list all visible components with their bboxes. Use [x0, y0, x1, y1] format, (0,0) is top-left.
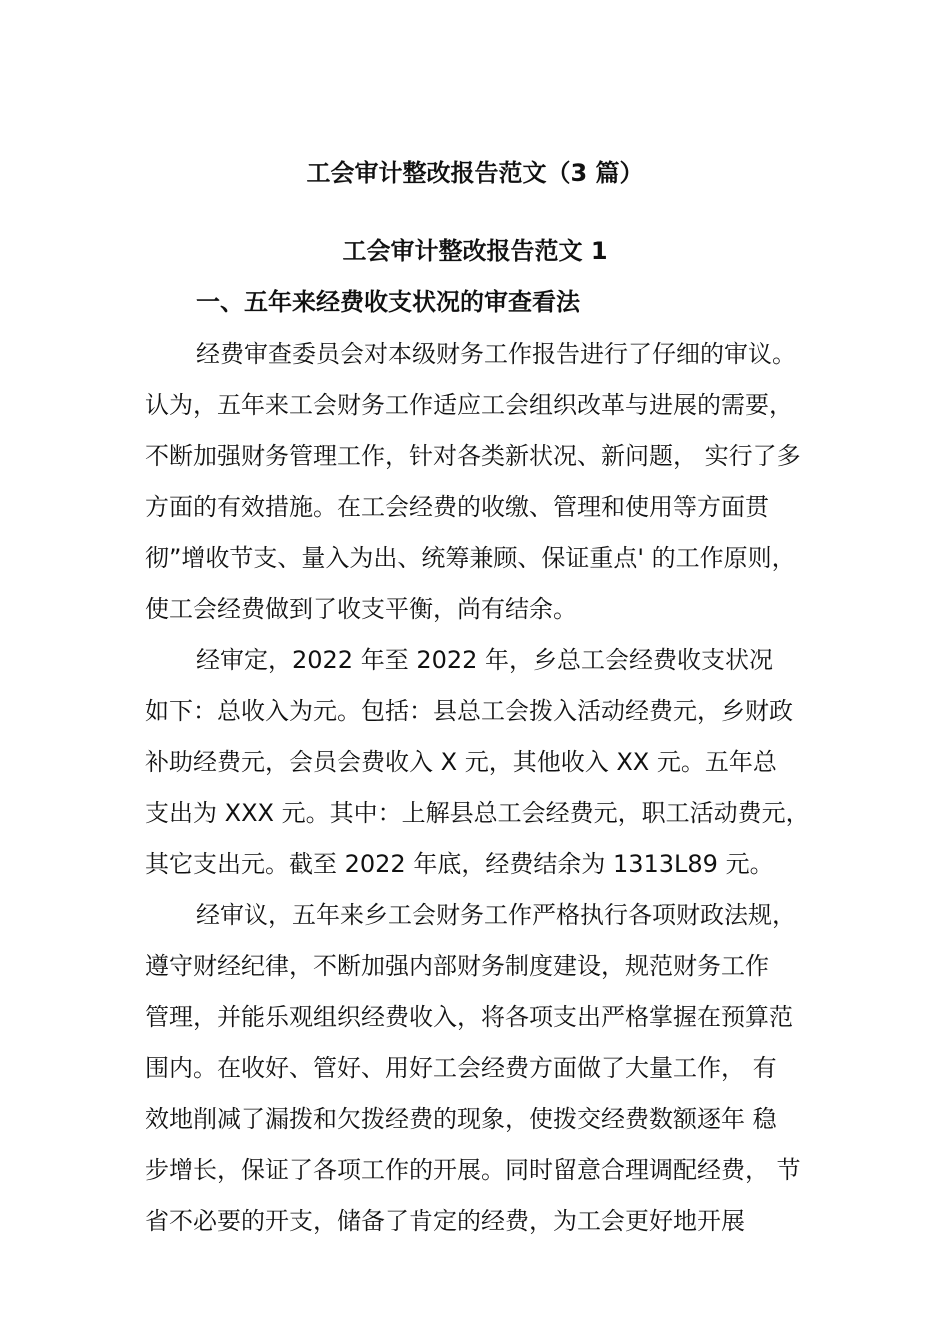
paragraph-line: 认为，五年来工会财务工作适应工会组织改革与进展的需要， [145, 391, 793, 419]
paragraph-line: 遵守财经纪律，不断加强内部财务制度建设，规范财务工作 [145, 952, 769, 980]
paragraph-line: 省不必要的开支，储备了肯定的经费，为工会更好地开展 [145, 1207, 745, 1235]
paragraph-line: 如下：总收入为元。包括：县总工会拨入活动经费元，乡财政 [145, 697, 793, 725]
paragraph-line: 使工会经费做到了收支平衡，尚有结余。 [145, 595, 577, 623]
paragraph-line: 围内。在收好、管好、用好工会经费方面做了大量工作， 有 [145, 1054, 777, 1082]
document-subtitle: 工会审计整改报告范文 1 [342, 237, 608, 265]
paragraph-line: 步增长，保证了各项工作的开展。同时留意合理调配经费， 节 [145, 1156, 801, 1184]
paragraph-line: 不断加强财务管理工作，针对各类新状况、新问题， 实行了多 [145, 442, 801, 470]
paragraph-line: 补助经费元，会员会费收入 X 元，其他收入 XX 元。五年总 [145, 748, 777, 776]
paragraph-line: 彻”增收节支、量入为出、统筹兼顾、保证重点' 的工作原则， [145, 544, 796, 572]
document-title: 工会审计整改报告范文（3 篇） [306, 159, 644, 187]
paragraph-line: 经审议，五年来乡工会财务工作严格执行各项财政法规， [196, 901, 796, 929]
paragraph-line: 方面的有效措施。在工会经费的收缴、管理和使用等方面贯 [145, 493, 769, 521]
paragraph-line: 支出为 XXX 元。其中：上解县总工会经费元，职工活动费元， [145, 799, 810, 827]
paragraph-line: 管理，并能乐观组织经费收入，将各项支出严格掌握在预算范 [145, 1003, 793, 1031]
section-heading: 一、五年来经费收支状况的审查看法 [196, 288, 580, 316]
paragraph-line: 其它支出元。截至 2022 年底，经费结余为 1313L89 元。 [145, 850, 774, 878]
paragraph-line: 经费审查委员会对本级财务工作报告进行了仔细的审议。 [196, 340, 796, 368]
paragraph-line: 经审定，2022 年至 2022 年，乡总工会经费收支状况 [196, 646, 774, 674]
paragraph-line: 效地削减了漏拨和欠拨经费的现象，使拨交经费数额逐年 稳 [145, 1105, 777, 1133]
